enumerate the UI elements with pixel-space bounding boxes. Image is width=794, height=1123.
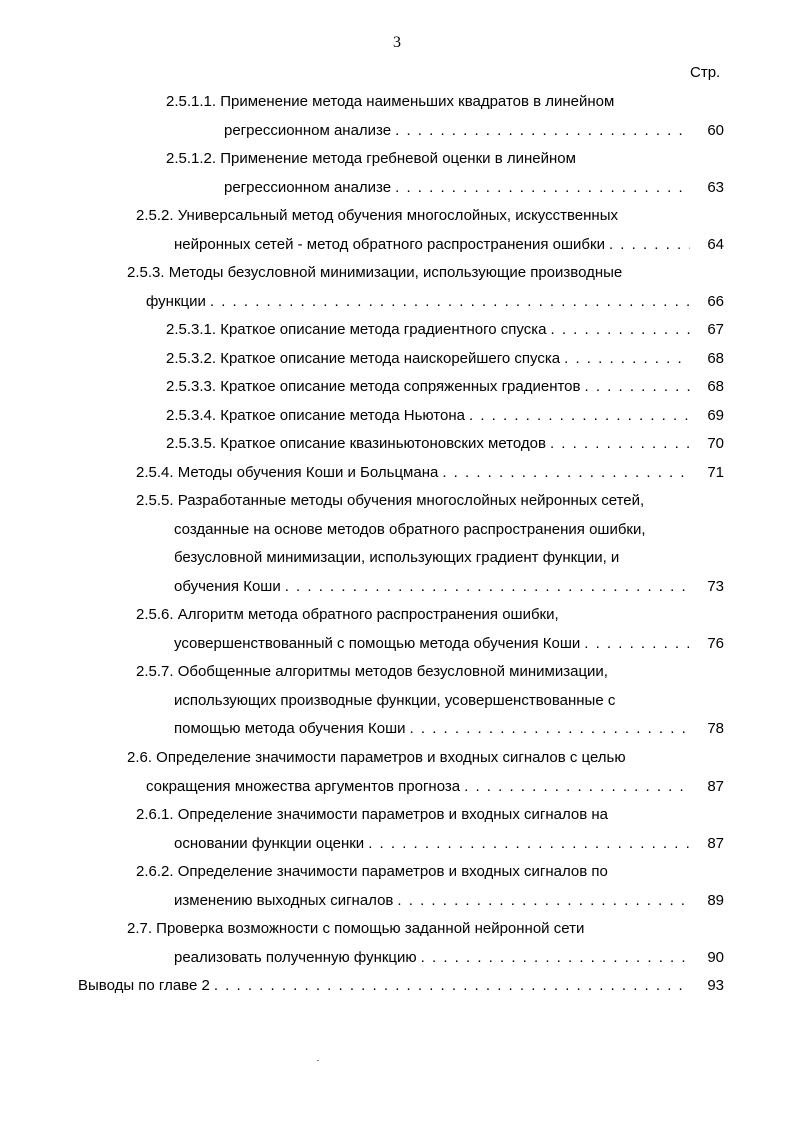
toc-entry-line: использующих производные функции, усовершенствованные с	[174, 692, 616, 709]
toc-entry-line: 2.5.1.1. Применение метода наименьших квадратов в линейном	[166, 93, 615, 110]
toc-entry-text: реализовать полученную функцию	[174, 949, 417, 966]
toc-entry-line	[224, 119, 690, 143]
toc-entry-text: усовершенствованный с помощью метода обучения Коши	[174, 635, 581, 652]
toc-page-number: 69	[707, 407, 724, 424]
toc-entry-text: нейронных сетей - метод обратного распространения ошибки	[174, 236, 605, 253]
toc-entry-line: 2.5.3. Методы безусловной минимизации, использующие производные	[127, 264, 623, 281]
dot-leader	[417, 946, 690, 970]
page-number: 3	[393, 34, 401, 51]
toc-entry-line	[174, 575, 690, 599]
toc-entry-line	[174, 946, 690, 970]
dot-leader	[546, 432, 690, 456]
toc-entry-line	[174, 889, 690, 913]
dot-leader	[547, 318, 691, 342]
dot-leader	[605, 233, 690, 257]
toc-page-number: 63	[707, 179, 724, 196]
toc-entry-line	[166, 375, 690, 399]
toc-entry-line: 2.7. Проверка возможности с помощью заданной нейронной сети	[127, 920, 585, 937]
toc-entry-text: 2.5.3.4. Краткое описание метода Ньютона	[166, 407, 465, 424]
toc-entry-line: 2.5.1.2. Применение метода гребневой оценки в линейном	[166, 150, 576, 167]
toc-page-number: 66	[707, 293, 724, 310]
toc-page-number: 93	[707, 977, 724, 994]
toc-entry-text: 2.5.3.5. Краткое описание квазиньютоновских методов	[166, 435, 546, 452]
toc-entry-line	[166, 347, 690, 371]
toc-page-number: 87	[707, 835, 724, 852]
dot-leader	[391, 119, 690, 143]
toc-entry-text: регрессионном анализе	[224, 122, 392, 139]
toc-entry-text: 2.5.3.2. Краткое описание метода наискорейшего спуска	[166, 350, 561, 367]
toc-page-number: 70	[707, 435, 724, 452]
toc-entry-line: безусловной минимизации, использующих градиент функции, и	[174, 549, 620, 566]
toc-page-number: 73	[707, 578, 724, 595]
dot-leader	[281, 575, 690, 599]
toc-entry-line	[224, 176, 690, 200]
toc-entry-text: помощью метода обучения Коши	[174, 720, 406, 737]
toc-entry-text: 2.5.3.3. Краткое описание метода сопряженных градиентов	[166, 378, 581, 395]
toc-entry-text: функции	[146, 293, 206, 310]
dot-leader	[393, 889, 690, 913]
toc-entry-line	[174, 717, 690, 741]
toc-entry-text: 2.5.4. Методы обучения Коши и Больцмана	[136, 464, 439, 481]
toc-entry-line	[166, 432, 690, 456]
toc-entry-line: созданные на основе методов обратного распространения ошибки,	[174, 521, 646, 538]
toc-entry-text: основании функции оценки	[174, 835, 365, 852]
toc-page-number: 87	[707, 778, 724, 795]
toc-entry-line	[174, 832, 690, 856]
toc-entry-text: сокращения множества аргументов прогноза	[146, 778, 461, 795]
toc-entry-line: 2.5.7. Обобщенные алгоритмы методов безусловной минимизации,	[136, 663, 608, 680]
toc-entry-text: Выводы по главе 2	[78, 977, 210, 994]
dot-leader	[406, 717, 690, 741]
pages-column-header: Стр.	[690, 64, 721, 81]
toc-entry-line: 2.5.5. Разработанные методы обучения многослойных нейронных сетей,	[136, 492, 645, 509]
toc-page-number: 68	[707, 350, 724, 367]
dot-leader	[438, 461, 690, 485]
toc-entry-line	[174, 233, 690, 257]
toc-entry-line: 2.5.2. Универсальный метод обучения многослойных, искусственных	[136, 207, 618, 224]
toc-page-number: 67	[707, 321, 724, 338]
dot-leader	[210, 974, 690, 998]
dot-leader	[391, 176, 690, 200]
toc-page-number: 90	[707, 949, 724, 966]
toc-entry-line: 2.6. Определение значимости параметров и входных сигналов с целью	[127, 749, 626, 766]
toc-entry-line	[146, 290, 690, 314]
toc-entry-line	[174, 632, 690, 656]
toc-entry-line	[146, 775, 690, 799]
toc-entry-line	[166, 318, 690, 342]
toc-page-number: 60	[707, 122, 724, 139]
scan-speck	[317, 1060, 319, 1061]
toc-entry-line	[166, 404, 690, 428]
toc-page-number: 76	[707, 635, 724, 652]
toc-page-number: 89	[707, 892, 724, 909]
dot-leader	[581, 375, 691, 399]
toc-entry-text: изменению выходных сигналов	[174, 892, 394, 909]
toc-entry-text: регрессионном анализе	[224, 179, 392, 196]
dot-leader	[460, 775, 690, 799]
toc-entry-line: 2.5.6. Алгоритм метода обратного распространения ошибки,	[136, 606, 559, 623]
toc-page-number: 68	[707, 378, 724, 395]
toc-page-number: 71	[707, 464, 724, 481]
toc-entry-line	[136, 461, 690, 485]
dot-leader	[560, 347, 690, 371]
toc-entry-line	[78, 974, 690, 998]
toc-page-number: 64	[707, 236, 724, 253]
dot-leader	[580, 632, 690, 656]
toc-entry-line: 2.6.1. Определение значимости параметров и входных сигналов на	[136, 806, 608, 823]
dot-leader	[364, 832, 690, 856]
toc-entry-text: обучения Коши	[174, 578, 281, 595]
dot-leader	[206, 290, 690, 314]
toc-page-number: 78	[707, 720, 724, 737]
toc-entry-line: 2.6.2. Определение значимости параметров и входных сигналов по	[136, 863, 608, 880]
dot-leader	[465, 404, 690, 428]
toc-entry-text: 2.5.3.1. Краткое описание метода градиентного спуска	[166, 321, 547, 338]
